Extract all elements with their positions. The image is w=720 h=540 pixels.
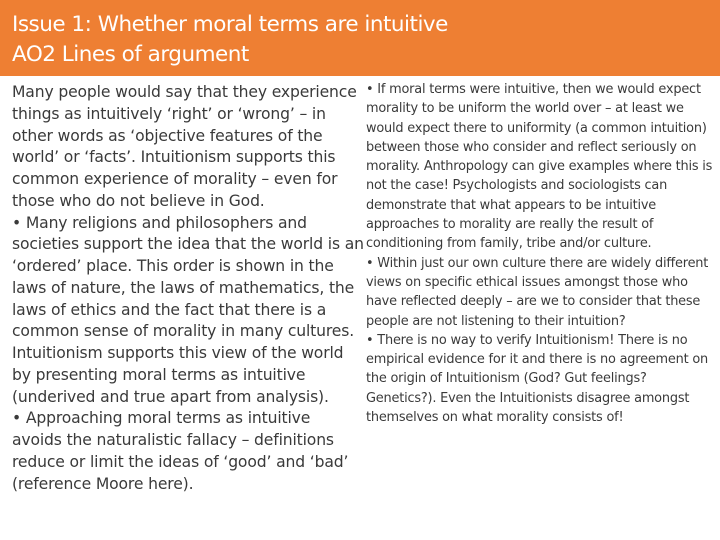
left-bullet-naturalistic-fallacy: • Approaching moral terms as intuitive avoids the naturalistic fallacy – definitions reduce or limit the ideas of ‘good’ and ‘bad’ (reference Moore here). <box>12 409 349 493</box>
slide-title: Issue 1: Whether moral terms are intuitive <box>12 12 448 37</box>
left-text-column <box>12 82 364 495</box>
right-bullet-different-views: • Within just our own culture there are widely different views on specific ethical issues amongst those who have reflected deeply – are we to consider that these people are not listening to their intuition? <box>366 255 709 329</box>
slide-title-bar <box>0 0 720 76</box>
left-bullet-ordered-world: • Many religions and philosophers and societies support the idea that the world is an ‘ordered’ place. This order is shown in the laws of nature, the laws of mathematics, the laws of ethics and the fact that there is a common sense of morality in many cultures. Intuitionism supports this view of the world by presenting moral terms as intuitive (underived and true apart from analysis). <box>12 213 364 406</box>
left-paragraph-intro: Many people would say that they experience things as intuitively ‘right’ or ‘wrong’ – in other words as ‘objective features of the world’ or ‘facts’. Intuitionism supports this common experience of morality – even for those who do not believe in God. <box>12 83 357 210</box>
right-text-column <box>366 80 716 427</box>
right-bullet-uniformity: • If moral terms were intuitive, then we would expect morality to be uniform the world over – at least we would expect there to uniformity (a common intuition) between those who consider and reflect seriously on morality. Anthropology can give examples where this is not the case! Psychologists and sociologists can demonstrate that what appears to be intuitive approaches to morality are really the result of conditioning from family, tribe and/or culture. <box>366 82 713 252</box>
right-bullet-verification: • There is no way to verify Intuitionism! There is no empirical evidence for it and there is no agreement on the origin of Intuitionism (God? Gut feelings? Genetics?). Even the Intuitionists disagree amongst themselves on what morality consists of! <box>366 332 709 426</box>
slide-subtitle: AO2 Lines of argument <box>12 42 249 67</box>
